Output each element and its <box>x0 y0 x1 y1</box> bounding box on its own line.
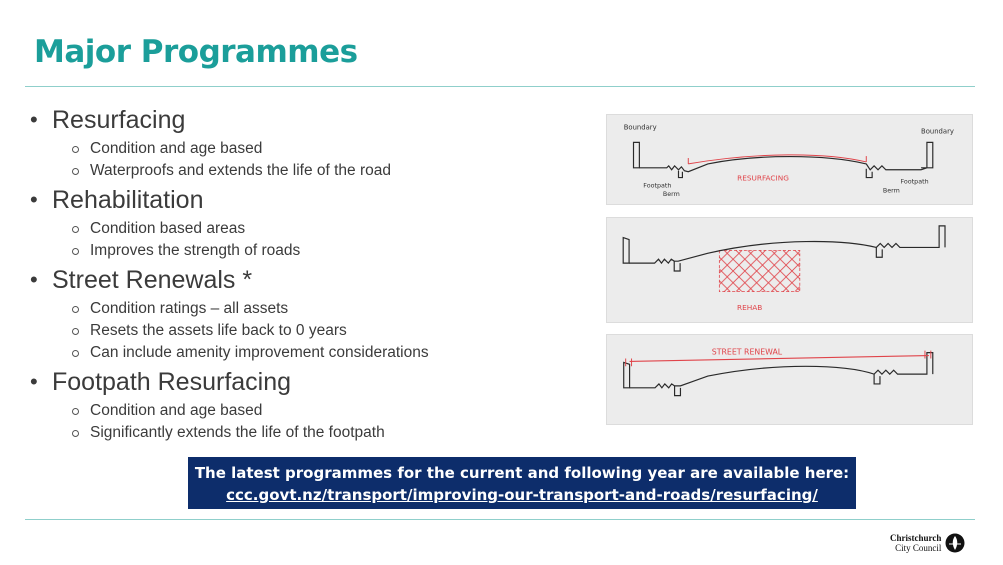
callout-text: The latest programmes for the current and following year are available here: <box>194 464 850 482</box>
bullet-list <box>30 102 590 444</box>
heading-text: Resurfacing <box>52 105 186 134</box>
logo-line-2: City Council <box>895 543 942 553</box>
section-footpath-resurfacing <box>30 364 590 444</box>
sub-bullet <box>30 218 590 240</box>
street-renewal-label: STREET RENEWAL <box>711 347 783 357</box>
slide-title: Major Programmes <box>34 34 358 70</box>
rehab-sketch <box>606 217 973 323</box>
bullet-dot-icon: • <box>30 369 38 394</box>
bullet-heading <box>30 262 590 298</box>
bullet-dot-icon: • <box>30 187 38 212</box>
rehab-label: REHAB <box>737 303 763 313</box>
sub-bullet <box>30 138 590 160</box>
heading-text: Rehabilitation <box>52 185 204 214</box>
sub-bullet-text: Condition and age based <box>90 402 263 419</box>
sub-bullet-text: Waterproofs and extends the life of the road <box>90 162 391 179</box>
sub-bullet-text: Condition based areas <box>90 220 246 237</box>
circle-bullet-icon <box>72 168 79 175</box>
heading-text: Street Renewals * <box>52 265 253 294</box>
bullet-dot-icon: • <box>30 267 38 292</box>
heading-text: Footpath Resurfacing <box>52 367 292 396</box>
bullet-heading <box>30 182 590 218</box>
boundary-right-label: Boundary <box>921 127 954 136</box>
section-street-renewals <box>30 262 590 364</box>
bullet-heading <box>30 364 590 400</box>
sub-bullet <box>30 298 590 320</box>
sub-bullet <box>30 422 590 444</box>
info-callout <box>188 457 856 509</box>
circle-bullet-icon <box>72 146 79 153</box>
bullet-heading <box>30 102 590 138</box>
bullet-dot-icon: • <box>30 107 38 132</box>
section-resurfacing <box>30 102 590 182</box>
logo-wordmark <box>890 533 941 553</box>
circle-bullet-icon <box>72 408 79 415</box>
street-renewal-sketch <box>606 334 973 425</box>
council-logo <box>890 533 965 553</box>
footpath-right-label: Footpath <box>900 178 929 186</box>
circle-bullet-icon <box>72 430 79 437</box>
sub-bullet <box>30 320 590 342</box>
sub-bullet <box>30 400 590 422</box>
boundary-left-label: Boundary <box>623 123 657 132</box>
sub-bullet-text: Improves the strength of roads <box>90 242 301 259</box>
circle-bullet-icon <box>72 306 79 313</box>
sub-bullet-text: Significantly extends the life of the footpath <box>90 424 385 441</box>
sub-bullet <box>30 240 590 262</box>
resurfacing-drawing <box>607 115 972 204</box>
rehab-drawing <box>607 218 972 322</box>
footer-divider <box>25 519 975 520</box>
resurfacing-sketch <box>606 114 973 205</box>
section-rehabilitation <box>30 182 590 262</box>
footpath-left-label: Footpath <box>643 182 672 190</box>
sub-bullet <box>30 342 590 364</box>
street-renewal-drawing <box>607 335 972 424</box>
title-divider <box>25 86 975 87</box>
berm-right-label: Berm <box>882 187 900 195</box>
sub-bullet-text: Condition ratings – all assets <box>90 300 289 317</box>
resurfacing-label: RESURFACING <box>737 173 789 183</box>
circle-bullet-icon <box>72 226 79 233</box>
sub-bullet <box>30 160 590 182</box>
sub-bullet-text: Can include amenity improvement considerations <box>90 344 429 361</box>
circle-bullet-icon <box>72 248 79 255</box>
council-emblem-icon <box>945 533 965 553</box>
circle-bullet-icon <box>72 350 79 357</box>
logo-line-1: Christchurch <box>890 533 942 543</box>
sub-bullet-text: Condition and age based <box>90 140 263 157</box>
resurfacing-programme-link[interactable]: ccc.govt.nz/transport/improving-our-transport-and-roads/resurfacing/ <box>226 486 818 504</box>
sub-bullet-text: Resets the assets life back to 0 years <box>90 322 347 339</box>
circle-bullet-icon <box>72 328 79 335</box>
berm-left-label: Berm <box>662 191 680 199</box>
